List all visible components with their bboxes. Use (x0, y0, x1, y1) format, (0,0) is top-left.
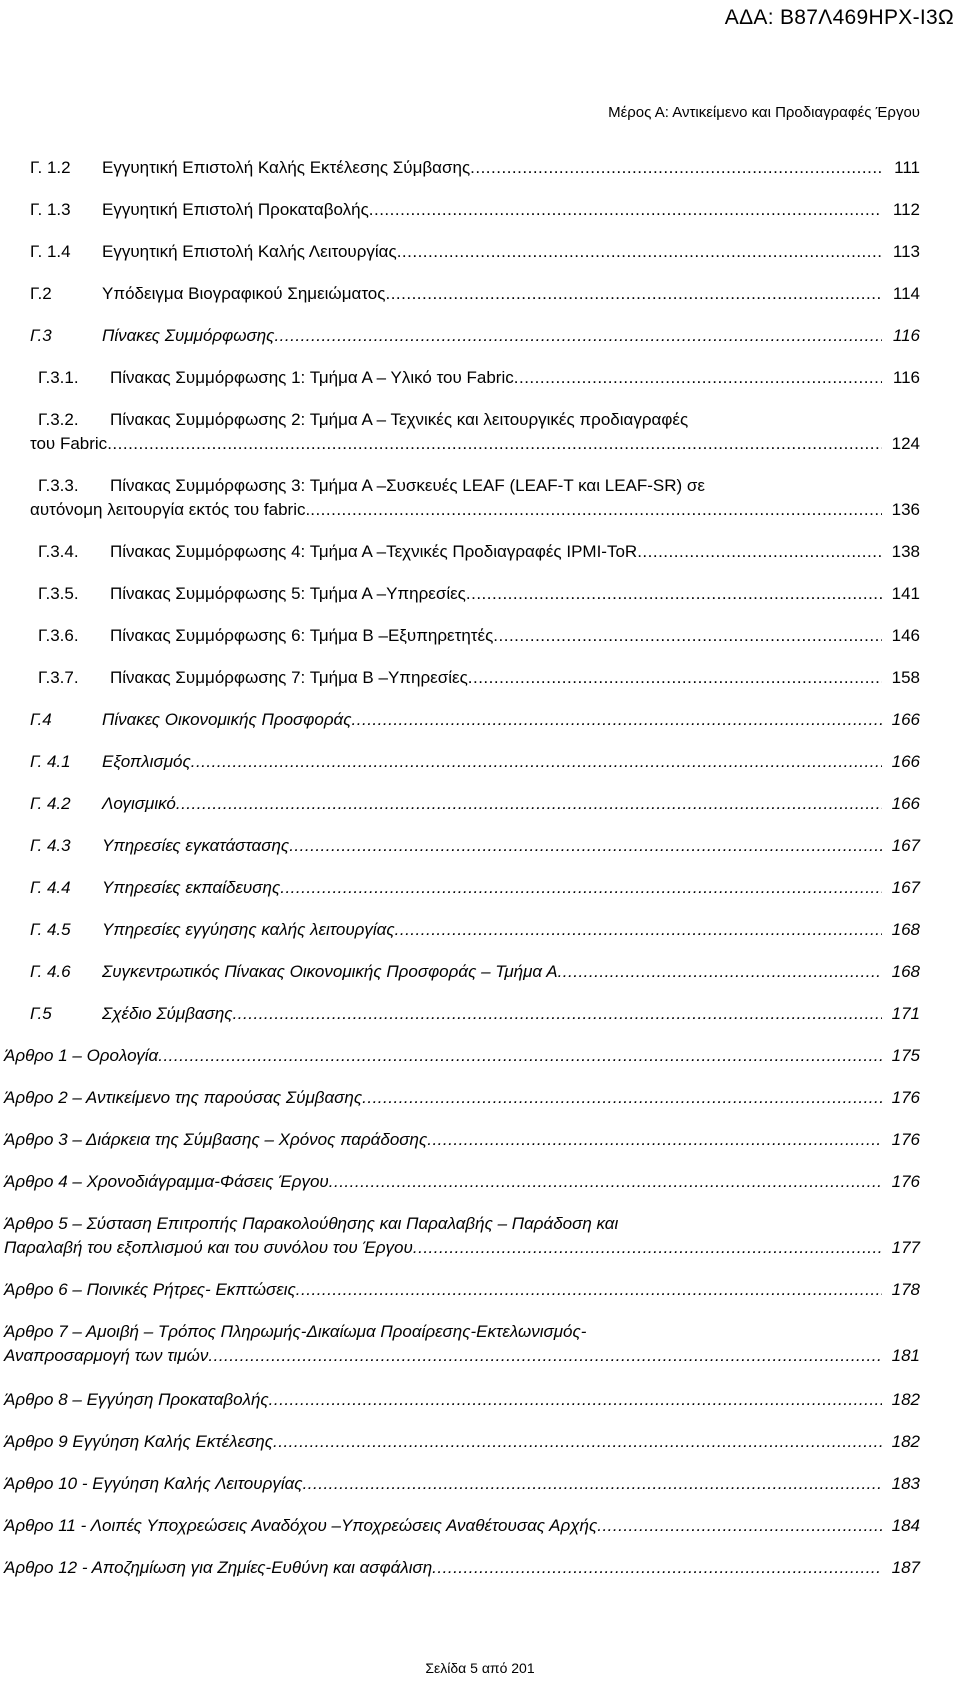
toc-page: 176 (891, 1130, 920, 1149)
toc-number: Γ.3.6. (38, 626, 79, 645)
toc-entry[interactable] (30, 836, 920, 860)
toc-number: Γ. 4.5 (30, 920, 71, 939)
toc-leader (176, 794, 882, 814)
toc-title: Πίνακας Συμμόρφωσης 1: Τμήμα Α – Υλικό του Fabric (110, 368, 514, 387)
toc-leader (470, 158, 882, 178)
toc-title: Εγγυητική Επιστολή Καλής Λειτουργίας (102, 242, 397, 261)
toc-leader (385, 284, 882, 304)
toc-entry[interactable] (30, 410, 920, 458)
toc-title-line2: του Fabric (30, 434, 108, 453)
toc-title: Άρθρο 6 – Ποινικές Ρήτρες- Εκπτώσεις (4, 1280, 296, 1299)
toc-page: 112 (892, 200, 920, 219)
toc-leader (637, 542, 882, 562)
toc-title: Υπόδειγμα Βιογραφικού Σημειώματος (102, 284, 386, 303)
toc-leader (269, 1390, 882, 1410)
toc-leader (208, 1346, 882, 1366)
toc-leader (289, 836, 882, 856)
toc-entry[interactable] (4, 1172, 920, 1196)
toc-title: Άρθρο 12 - Αποζημίωση για Ζημίες-Ευθύνη και ασφάλιση (4, 1558, 433, 1577)
toc-title: Άρθρο 11 - Λοιπές Υποχρεώσεις Αναδόχου –Υποχρεώσεις Αναθέτουσας Αρχής (4, 1516, 598, 1535)
toc-title: Εγγυητική Επιστολή Προκαταβολής (102, 200, 369, 219)
toc-title: Πίνακες Οικονομικής Προσφοράς (102, 710, 352, 729)
toc-title: Λογισμικό (102, 794, 176, 813)
toc-page: 167 (891, 836, 920, 855)
toc-entry[interactable] (4, 1516, 920, 1540)
toc-leader (329, 1172, 882, 1192)
toc-number: Γ. 1.2 (30, 158, 71, 177)
toc-number: Γ.2 (30, 284, 52, 303)
toc-title: Εξοπλισμός (102, 752, 191, 771)
toc-number: Γ.3.5. (38, 584, 79, 603)
toc-entry[interactable] (38, 542, 920, 566)
toc-title: Υπηρεσίες εγγύησης καλής λειτουργίας (102, 920, 395, 939)
toc-title: Άρθρο 2 – Αντικείμενο της παρούσας Σύμβασης (4, 1088, 363, 1107)
toc-number: Γ.3 (30, 326, 52, 345)
toc-entry[interactable] (4, 1214, 920, 1262)
toc-entry[interactable] (30, 920, 920, 944)
toc-title: Πίνακας Συμμόρφωσης 6: Τμήμα Β –Εξυπηρετητές (110, 626, 494, 645)
toc-page: 114 (892, 284, 920, 303)
toc-page: 116 (892, 368, 920, 387)
toc-leader (107, 434, 882, 454)
toc-number: Γ. 4.6 (30, 962, 71, 981)
toc-page: 111 (894, 158, 920, 177)
toc-title: Άρθρο 1 – Ορολογία (4, 1046, 159, 1065)
toc-page: 136 (891, 500, 920, 519)
toc-leader (303, 1474, 882, 1494)
toc-leader (369, 200, 882, 220)
toc-entry[interactable] (4, 1432, 920, 1456)
toc-page: 175 (891, 1046, 920, 1065)
toc-title: Υπηρεσίες εκπαίδευσης (102, 878, 281, 897)
toc-entry[interactable] (4, 1474, 920, 1498)
toc-page: 124 (891, 434, 920, 453)
toc-entry[interactable] (4, 1558, 920, 1582)
toc-page: 177 (891, 1238, 920, 1257)
toc-number: Γ. 4.3 (30, 836, 71, 855)
toc-entry[interactable] (4, 1088, 920, 1112)
toc-number: Γ. 4.1 (30, 752, 71, 771)
toc-title: Υπηρεσίες εγκατάστασης (102, 836, 290, 855)
toc-page: 187 (891, 1558, 920, 1577)
toc-page: 113 (892, 242, 920, 261)
toc-entry[interactable] (30, 710, 920, 734)
toc-title: Πίνακας Συμμόρφωσης 5: Τμήμα Α –Υπηρεσίες (110, 584, 466, 603)
toc-title: Συγκεντρωτικός Πίνακας Οικονομικής Προσφοράς – Τμήμα Α (102, 962, 558, 981)
toc-leader (280, 878, 882, 898)
toc-page: 166 (891, 794, 920, 813)
toc-page: 168 (891, 962, 920, 981)
toc-entry[interactable] (30, 284, 920, 308)
toc-title: Άρθρο 10 - Εγγύηση Καλής Λειτουργίας (4, 1474, 303, 1493)
toc-title: Άρθρο 3 – Διάρκεια της Σύμβασης – Χρόνος παράδοσης (4, 1130, 428, 1149)
toc-leader (466, 584, 882, 604)
toc-page: 181 (891, 1346, 920, 1365)
toc-page: 171 (891, 1004, 920, 1023)
toc-number: Γ. 4.4 (30, 878, 71, 897)
toc-title-line2: αυτόνομη λειτουργία εκτός του fabric. (30, 500, 311, 519)
toc-leader (233, 1004, 882, 1024)
toc-page: 178 (891, 1280, 920, 1299)
toc-page: 168 (891, 920, 920, 939)
toc-page: 116 (892, 326, 920, 345)
toc-page: 141 (891, 584, 920, 603)
toc-page: 158 (891, 668, 920, 687)
page-footer: Σελίδα 5 από 201 (425, 1660, 535, 1676)
toc-page: 138 (891, 542, 920, 561)
toc-title: Άρθρο 4 – Χρονοδιάγραμμα-Φάσεις Έργου (4, 1172, 329, 1191)
toc-page: 184 (891, 1516, 920, 1535)
toc-number: Γ. 1.3 (30, 200, 71, 219)
toc-leader (362, 1088, 882, 1108)
toc-title-line1: Πίνακας Συμμόρφωσης 3: Τμήμα Α –Συσκευές LEAF (LEAF-T και LEAF-SR) σε (110, 476, 705, 495)
toc-leader (158, 1046, 882, 1066)
toc-leader (493, 626, 882, 646)
toc-entry[interactable] (30, 752, 920, 776)
toc-entry[interactable] (30, 878, 920, 902)
toc-entry[interactable] (30, 476, 920, 524)
toc-page: 167 (891, 878, 920, 897)
toc-number: Γ.4 (30, 710, 52, 729)
toc-page: 166 (891, 752, 920, 771)
toc-leader (273, 1432, 882, 1452)
toc-entry[interactable] (4, 1322, 920, 1370)
toc-entry[interactable] (30, 158, 920, 182)
toc-leader (310, 500, 882, 520)
toc-number: Γ.5 (30, 1004, 52, 1023)
toc-leader (427, 1130, 882, 1150)
toc-entry[interactable] (30, 794, 920, 818)
toc-leader (397, 242, 882, 262)
toc-entry[interactable] (30, 1004, 920, 1028)
toc-leader (395, 920, 882, 940)
toc-entry[interactable] (4, 1280, 920, 1304)
toc-title: Εγγυητική Επιστολή Καλής Εκτέλεσης Σύμβασης (102, 158, 471, 177)
toc-entry[interactable] (4, 1046, 920, 1070)
toc-leader (468, 668, 882, 688)
toc-title: Άρθρο 8 – Εγγύηση Προκαταβολής (4, 1390, 269, 1409)
toc-entry[interactable] (38, 584, 920, 608)
toc-entry[interactable] (38, 626, 920, 650)
toc-number: Γ.3.4. (38, 542, 79, 561)
toc-title: Πίνακας Συμμόρφωσης 7: Τμήμα Β –Υπηρεσίες (110, 668, 468, 687)
toc-leader (352, 710, 882, 730)
section-header: Μέρος Α: Αντικείμενο και Προδιαγραφές Έργου (608, 104, 920, 121)
toc-page: 176 (891, 1088, 920, 1107)
toc-title: Άρθρο 9 Εγγύηση Καλής Εκτέλεσης (4, 1432, 274, 1451)
toc-title-line1: Άρθρο 5 – Σύσταση Επιτροπής Παρακολούθησης και Παραλαβής – Παράδοση και (4, 1214, 619, 1233)
toc-title-line2: Παραλαβή του εξοπλισμού και του συνόλου του Έργου (4, 1238, 413, 1257)
toc-leader (514, 368, 882, 388)
toc-entry[interactable] (38, 368, 920, 392)
toc-entry[interactable] (38, 668, 920, 692)
toc-title-line1: Άρθρο 7 – Αμοιβή – Τρόπος Πληρωμής-Δικαίωμα Προαίρεσης-Εκτελωνισμός- (4, 1322, 587, 1341)
toc-number: Γ.3.1. (38, 368, 79, 387)
toc-page: 182 (891, 1390, 920, 1409)
toc-page: 166 (891, 710, 920, 729)
toc-entry[interactable] (30, 200, 920, 224)
toc-leader (191, 752, 882, 772)
toc-page: 146 (891, 626, 920, 645)
toc-title-line1: Πίνακας Συμμόρφωσης 2: Τμήμα Α – Τεχνικές και λειτουργικές προδιαγραφές (110, 410, 689, 429)
toc-page: 176 (891, 1172, 920, 1191)
toc-number: Γ.3.2. (38, 410, 79, 429)
toc-number: Γ. 1.4 (30, 242, 71, 261)
toc-title-line2: Αναπροσαρμογή των τιμών (4, 1346, 209, 1365)
toc-entry[interactable] (30, 326, 920, 350)
toc-title: Σχέδιο Σύμβασης (102, 1004, 233, 1023)
toc-leader (296, 1280, 882, 1300)
toc-leader (413, 1238, 882, 1258)
toc-page: 182 (891, 1432, 920, 1451)
toc-entry[interactable] (30, 962, 920, 986)
toc-number: Γ. 4.2 (30, 794, 71, 813)
toc-page: 183 (891, 1474, 920, 1493)
toc-number: Γ.3.7. (38, 668, 79, 687)
toc-entry[interactable] (4, 1390, 920, 1414)
ada-stamp: ΑΔΑ: Β87Λ469ΗΡΧ-Ι3Ω (724, 6, 954, 29)
toc-title: Πίνακας Συμμόρφωσης 4: Τμήμα Α –Τεχνικές Προδιαγραφές IPMI-ToR (110, 542, 638, 561)
toc-leader (597, 1516, 882, 1536)
toc-entry[interactable] (30, 242, 920, 266)
toc-title: Πίνακες Συμμόρφωσης (102, 326, 275, 345)
toc-entry[interactable] (4, 1130, 920, 1154)
toc-leader (558, 962, 882, 982)
toc-leader (432, 1558, 882, 1578)
toc-number: Γ.3.3. (38, 476, 79, 495)
toc-leader (274, 326, 882, 346)
